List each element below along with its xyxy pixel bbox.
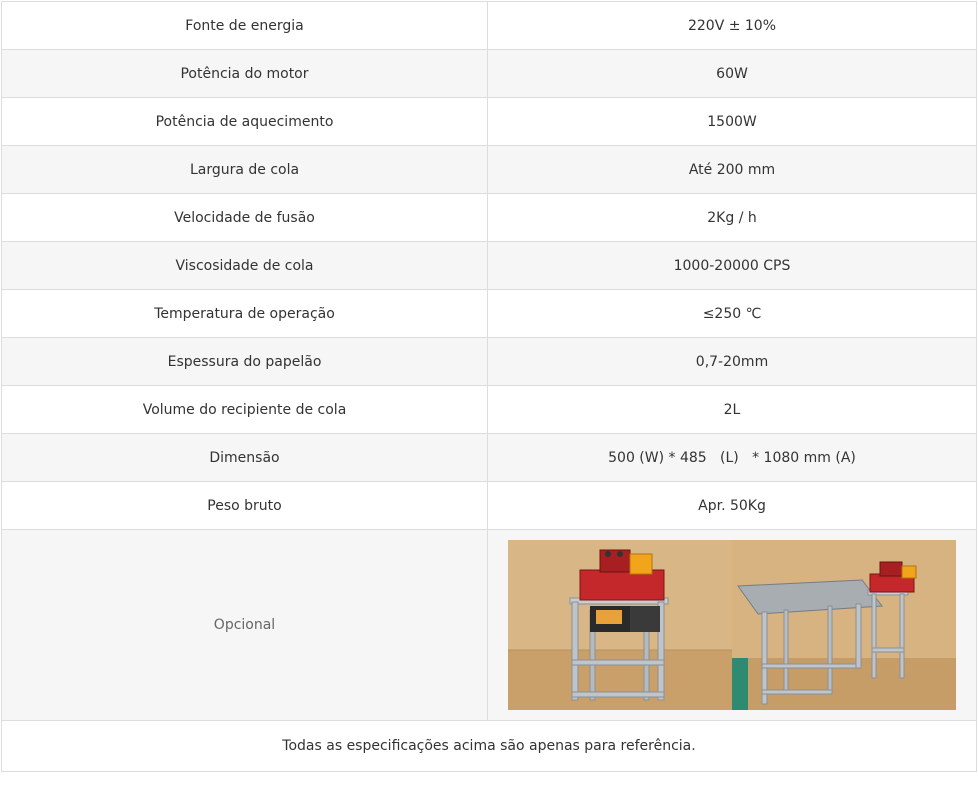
table-row xyxy=(2,50,977,98)
spec-value: 1000-20000 CPS xyxy=(488,242,977,290)
table-row xyxy=(2,98,977,146)
table-row xyxy=(2,434,977,482)
spec-label: Espessura do papelão xyxy=(2,338,488,386)
spec-label: Velocidade de fusão xyxy=(2,194,488,242)
spec-label: Fonte de energia xyxy=(2,2,488,50)
spec-label: Peso bruto xyxy=(2,482,488,530)
table-row xyxy=(2,146,977,194)
spec-value: ≤250 ℃ xyxy=(488,290,977,338)
table-row xyxy=(2,482,977,530)
spec-value: 2L xyxy=(488,386,977,434)
gluing-machine-on-stand-photo xyxy=(508,540,732,710)
spec-table xyxy=(1,1,977,772)
spec-value: Até 200 mm xyxy=(488,146,977,194)
table-row xyxy=(2,290,977,338)
table-row xyxy=(2,2,977,50)
spec-value: 1500W xyxy=(488,98,977,146)
spec-label: Dimensão xyxy=(2,434,488,482)
spec-label: Potência do motor xyxy=(2,50,488,98)
spec-value: 60W xyxy=(488,50,977,98)
spec-value: 220V ± 10% xyxy=(488,2,977,50)
reference-note: Todas as especificações acima são apenas para referência. xyxy=(2,721,977,772)
gluing-machine-with-extension-table-photo xyxy=(732,540,956,710)
table-row xyxy=(2,338,977,386)
note-row xyxy=(2,721,977,772)
spec-value: Apr. 50Kg xyxy=(488,482,977,530)
optional-label: Opcional xyxy=(2,530,488,721)
table-row xyxy=(2,194,977,242)
spec-label: Temperatura de operação xyxy=(2,290,488,338)
table-row xyxy=(2,386,977,434)
spec-label: Largura de cola xyxy=(2,146,488,194)
spec-label: Viscosidade de cola xyxy=(2,242,488,290)
photo-gallery xyxy=(488,540,976,710)
spec-value: 2Kg / h xyxy=(488,194,977,242)
spec-label: Volume do recipiente de cola xyxy=(2,386,488,434)
optional-images-cell xyxy=(488,530,977,721)
spec-value: 0,7-20mm xyxy=(488,338,977,386)
table-row xyxy=(2,242,977,290)
spec-label: Potência de aquecimento xyxy=(2,98,488,146)
spec-value: 500 (W) * 485 (L) * 1080 mm (A) xyxy=(488,434,977,482)
optional-row xyxy=(2,530,977,721)
